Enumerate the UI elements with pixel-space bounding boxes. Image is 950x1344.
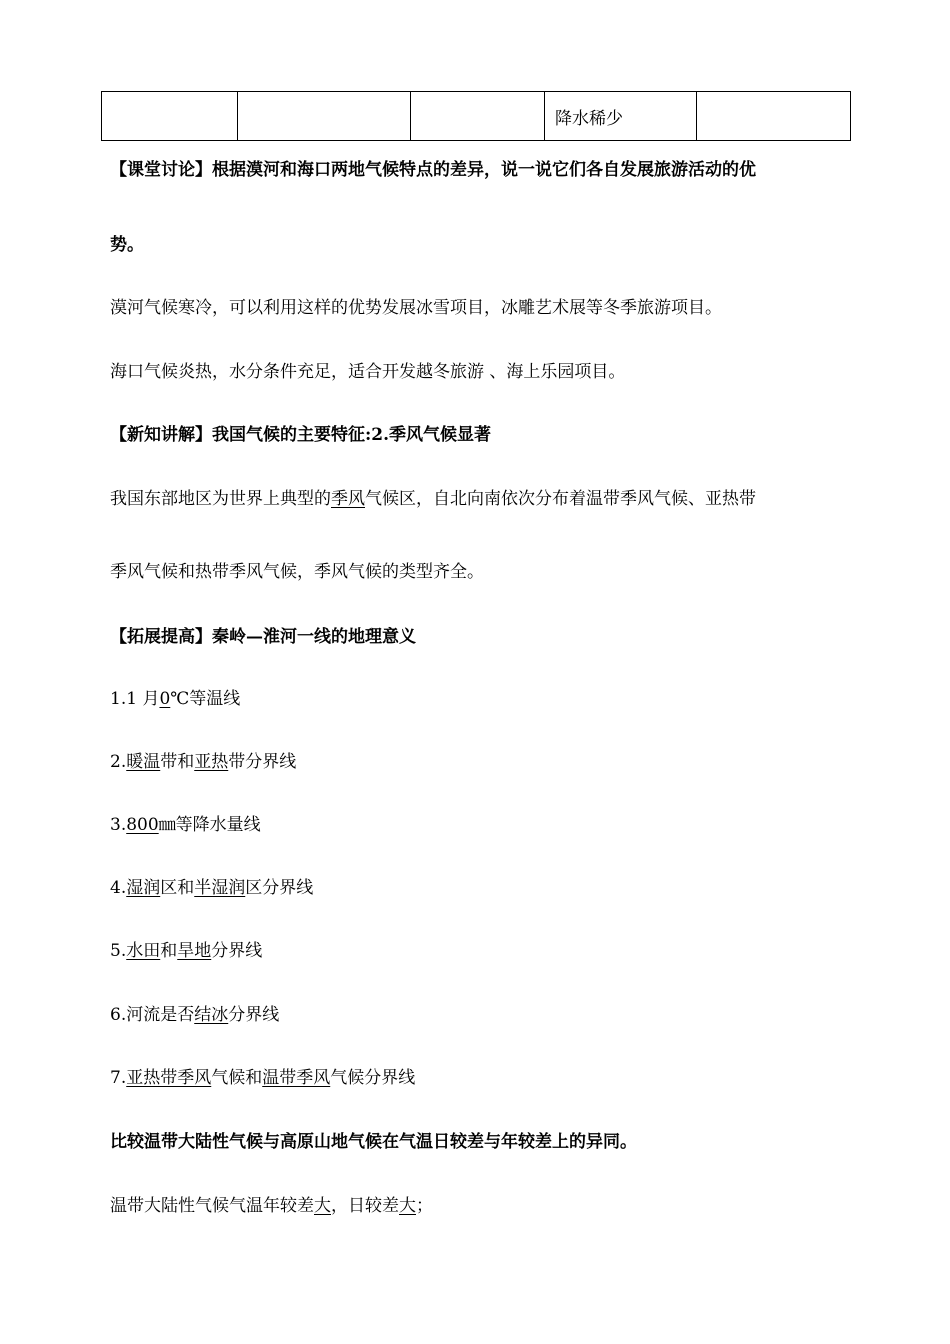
text-segment: 气候和: [211, 1068, 263, 1088]
list-item: [110, 940, 262, 962]
underlined-answer: 大: [314, 1196, 331, 1216]
text-segment: 区分界线: [245, 878, 314, 898]
underlined-answer: 800: [126, 815, 159, 835]
underlined-answer: 亚热带季风: [126, 1068, 212, 1088]
text-segment: ㎜等降水量线: [158, 815, 261, 835]
text-segment: 4.: [110, 878, 127, 898]
underlined-answer: 温带季风: [262, 1068, 331, 1088]
compare-question: 比较温带大陆性气候与高原山地气候在气温日较差与年较差上的异同。: [110, 1132, 637, 1152]
table-cell: [697, 92, 851, 141]
text-segment: 1.1 月: [110, 689, 160, 709]
discussion-answer-haikou: 海口气候炎热，水分条件充足，适合开发越冬旅游 、海上乐园项目。: [110, 362, 626, 382]
text-segment: 我国东部地区为世界上典型的: [110, 489, 331, 509]
underlined-answer: 0: [159, 689, 171, 709]
underlined-answer: 大: [399, 1196, 416, 1216]
list-item: [110, 1067, 415, 1089]
compare-answer: [110, 1195, 433, 1217]
extension-title: 【拓展提高】秦岭—淮河一线的地理意义: [110, 627, 416, 647]
underlined-answer: 暖温: [126, 752, 161, 772]
text-segment: 分界线: [211, 941, 263, 961]
text-segment: 6.河流是否: [110, 1005, 195, 1025]
discussion-answer-mohe: 漠河气候寒冷，可以利用这样的优势发展冰雪项目，冰雕艺术展等冬季旅游项目。: [110, 298, 722, 318]
text-segment: 分界线: [228, 1005, 280, 1025]
text-segment: ；: [416, 1196, 433, 1216]
underlined-answer: 亚热: [194, 752, 229, 772]
underlined-answer: 水田: [126, 941, 161, 961]
new-knowledge-paragraph-line2: 季风气候和热带季风气候，季风气候的类型齐全。: [110, 562, 484, 582]
new-knowledge-paragraph-line1: [110, 488, 756, 510]
table-row: [102, 92, 851, 141]
list-item: [110, 877, 313, 899]
discussion-title-continued: 势。: [110, 235, 144, 255]
text-segment: ℃等温线: [170, 689, 241, 709]
text-segment: 气候区，自北向南依次分布着温带季风气候、亚热带: [365, 489, 756, 509]
text-segment: 2.: [110, 752, 127, 772]
underlined-answer: 结冰: [194, 1005, 229, 1025]
underlined-answer: 季风: [331, 489, 365, 509]
table-cell: [102, 92, 238, 141]
table-cell: [238, 92, 411, 141]
text-segment: 温带大陆性气候气温年较差: [110, 1196, 314, 1216]
list-item: [110, 1004, 279, 1026]
discussion-title: 【课堂讨论】根据漠河和海口两地气候特点的差异，说一说它们各自发展旅游活动的优: [110, 160, 756, 180]
climate-table: [101, 91, 851, 141]
underlined-answer: 半湿润: [194, 878, 246, 898]
text-segment: 5.: [110, 941, 127, 961]
text-segment: 和: [160, 941, 178, 961]
text-segment: ，日较差: [331, 1196, 399, 1216]
list-item: [110, 751, 296, 773]
text-segment: 区和: [160, 878, 195, 898]
text-segment: 气候分界线: [330, 1068, 416, 1088]
text-segment: 带分界线: [228, 752, 297, 772]
table-cell: [411, 92, 545, 141]
table-cell: 降水稀少: [545, 92, 697, 141]
underlined-answer: 旱地: [177, 941, 212, 961]
text-segment: 3.: [110, 815, 127, 835]
text-segment: 带和: [160, 752, 195, 772]
list-item: [110, 688, 240, 710]
list-item: [110, 814, 261, 836]
underlined-answer: 湿润: [126, 878, 161, 898]
text-segment: 7.: [110, 1068, 127, 1088]
new-knowledge-title: 【新知讲解】我国气候的主要特征:2.季风气候显著: [110, 425, 492, 445]
